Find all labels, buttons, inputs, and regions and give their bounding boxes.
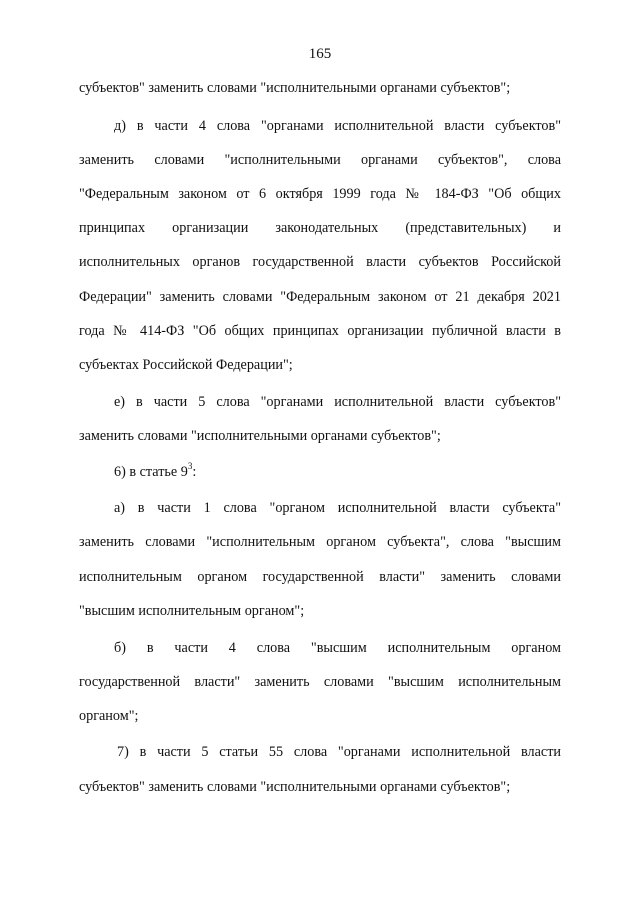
- text-line: Федерации" заменить словами "Федеральным законом от 21 декабря 2021: [79, 289, 561, 305]
- article-text: 6) в статье 9: [114, 464, 188, 480]
- text-line: года № 414-ФЗ "Об общих принципах организации публичной власти в: [79, 323, 561, 339]
- page-number: 165: [308, 46, 332, 62]
- article-superscript: 3: [187, 461, 193, 472]
- text-line: заменить словами "исполнительным органом субъекта", слова "высшим: [79, 534, 561, 550]
- text-line: государственной власти" заменить словами "высшим исполнительным: [79, 674, 561, 690]
- text-line: исполнительных органов государственной власти субъектов Российской: [79, 254, 561, 270]
- text-line: субъектах Российской Федерации";: [79, 357, 293, 373]
- text-line: д) в части 4 слова "органами исполнительной власти субъектов": [114, 118, 561, 134]
- text-line: а) в части 1 слова "органом исполнительной власти субъекта": [114, 500, 561, 516]
- text-line: б) в части 4 слова "высшим исполнительным органом: [114, 640, 561, 656]
- text-line: заменить словами "исполнительными органами субъектов", слова: [79, 152, 561, 168]
- text-line: 7) в части 5 статьи 55 слова "органами исполнительной власти: [117, 744, 561, 760]
- text-line: "высшим исполнительным органом";: [79, 603, 305, 619]
- text-line: е) в части 5 слова "органами исполнительной власти субъектов": [114, 394, 561, 410]
- text-line: субъектов" заменить словами "исполнительными органами субъектов";: [79, 80, 511, 96]
- text-line: органом";: [79, 708, 139, 724]
- text-line: [114, 461, 561, 483]
- text-line: принципах организации законодательных (представительных) и: [79, 220, 561, 236]
- text-line: субъектов" заменить словами "исполнительными органами субъектов";: [79, 779, 511, 795]
- text-line: исполнительным органом государственной власти" заменить словами: [79, 569, 561, 585]
- article-suffix: :: [192, 464, 197, 480]
- text-line: "Федеральным законом от 6 октября 1999 года № 184-ФЗ "Об общих: [79, 186, 561, 202]
- text-line: заменить словами "исполнительными органами субъектов";: [79, 428, 441, 444]
